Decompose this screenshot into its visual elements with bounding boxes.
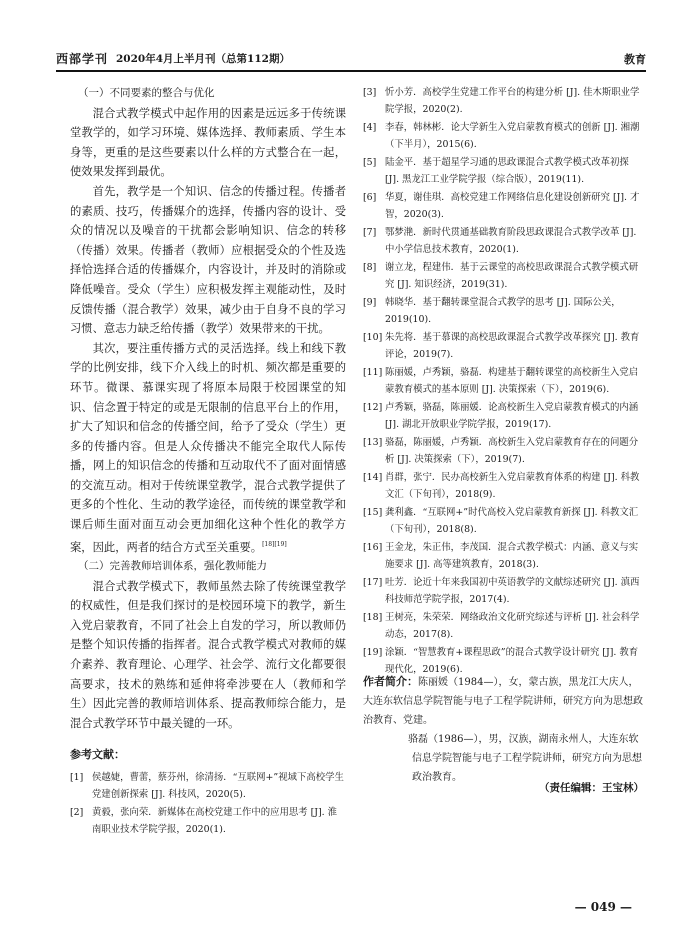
reference-text: 黄毅，张向荣．新媒体在高校党建工作中的应用思考 [J]. 淮南职业技术学院学报，2020(1). bbox=[92, 806, 338, 835]
reference-text: 华夏，谢佳琪．高校党建工作网络信息化建设创新研究 [J]. 才智，2020(3). bbox=[385, 192, 640, 220]
responsible-editor: （责任编辑：王宝林） bbox=[539, 782, 644, 794]
reference-number: [19] bbox=[363, 647, 383, 658]
reference-number: [16] bbox=[363, 542, 383, 553]
reference-item bbox=[363, 469, 645, 503]
reference-text: 王树亮，朱荣荣．网络政治文化研究综述与评析 [J]. 社会科学动态，2017(8). bbox=[385, 612, 640, 640]
reference-item bbox=[363, 119, 645, 153]
reference-number: [3] bbox=[363, 87, 377, 98]
subheading-2: （二）完善教师培训体系，强化教师能力 bbox=[78, 560, 267, 573]
reference-item bbox=[363, 399, 645, 433]
page-header bbox=[56, 48, 646, 72]
author-1 bbox=[363, 672, 645, 730]
reference-number: [7] bbox=[363, 227, 377, 238]
reference-number: [15] bbox=[363, 507, 383, 518]
reference-item bbox=[363, 259, 645, 293]
reference-item bbox=[363, 364, 645, 398]
reference-text: 朱先将．基于慕课的高校思政课混合式教学改革探究 [J]. 教育评论，2019(7). bbox=[385, 332, 640, 360]
section-name: 教育 bbox=[624, 53, 646, 66]
reference-number: [2] bbox=[70, 806, 84, 818]
references-left bbox=[70, 769, 346, 838]
reference-item bbox=[70, 769, 346, 803]
reference-number: [14] bbox=[363, 472, 383, 483]
reference-text: 吐芳．论近十年来我国初中英语教学的文献综述研究 [J]. 滇西科技师范学院学报，2017(4). bbox=[385, 577, 640, 605]
reference-item bbox=[363, 434, 645, 468]
reference-item bbox=[363, 539, 645, 573]
journal-logo: 西部学刊 bbox=[56, 52, 109, 66]
reference-number: [11] bbox=[363, 367, 383, 378]
reference-item bbox=[363, 84, 645, 118]
reference-text: 鄂梦滟．新时代贯通基础教育阶段思政课混合式教学改革 [J]. 中小学信息技术教育，2020(1). bbox=[385, 227, 637, 255]
author-label: 作者简介： bbox=[363, 675, 418, 688]
reference-text: 卢秀颖，骆磊，陈丽媛．论高校新生入党启蒙教育模式的内涵 [J]. 湖北开放职业学院学报，2019(17). bbox=[385, 402, 639, 430]
left-column bbox=[70, 84, 346, 839]
reference-text: 谢立龙，程建伟．基于云课堂的高校思政课混合式教学模式研究 [J]. 知识经济，2019(31). bbox=[385, 262, 639, 290]
reference-number: [8] bbox=[363, 262, 377, 273]
reference-text: 侯越婕，曹蕾，蔡芬州，徐清扬．“互联网+”视域下高校学生党建创新探索 [J]. 科技风，2020(5). bbox=[92, 771, 344, 800]
paragraph-1: 混合式教学模式中起作用的因素是远远多于传统课堂教学的，如学习环境、媒体选择、教师素质、学生本身等，更重的是这些要素以什么样的方式整合在一起，使效果发挥到最优。 bbox=[70, 106, 346, 179]
reference-item bbox=[70, 804, 346, 838]
reference-text: 忻小芳．高校学生党建工作平台的构建分析 [J]. 佳木斯职业学院学报，2020(2). bbox=[385, 87, 640, 115]
references-title: 参考文献： bbox=[70, 748, 125, 762]
reference-number: [17] bbox=[363, 577, 383, 588]
reference-item bbox=[363, 574, 645, 608]
reference-text: 涂颖．“智慧教育+课程思政”的混合式教学设计研究 [J]. 教育现代化，2019(6). bbox=[385, 647, 639, 675]
reference-number: [18] bbox=[363, 612, 383, 623]
reference-text: 骆磊，陈丽媛，卢秀颖．高校新生入党启蒙教育存在的问题分析 [J]. 决策探索（下），2019(7). bbox=[385, 437, 639, 465]
reference-item bbox=[363, 504, 645, 538]
reference-number: [12] bbox=[363, 402, 383, 413]
reference-item bbox=[363, 329, 645, 363]
author-bio bbox=[363, 672, 645, 787]
reference-item bbox=[363, 294, 645, 328]
reference-number: [6] bbox=[363, 192, 377, 203]
page-number: — 049 — bbox=[574, 900, 632, 914]
reference-number: [5] bbox=[363, 157, 377, 168]
reference-text: 韩晓华．基于翻转课堂混合式教学的思考 [J]. 国际公关，2019(10). bbox=[385, 297, 621, 325]
reference-text: 陆金平．基于超星学习通的思政课混合式教学模式改革初探 [J]. 黑龙江工业学院学报（综合版），2019(11). bbox=[385, 157, 629, 185]
reference-number: [10] bbox=[363, 332, 383, 343]
reference-item bbox=[363, 189, 645, 223]
reference-text: 肖群，张宁．民办高校新生入党启蒙教育体系的构建 [J]. 科教文汇（下旬刊），2018(9). bbox=[385, 472, 640, 500]
reference-text: 陈丽媛，卢秀颖，骆磊．构建基于翻转课堂的高校新生入党启蒙教育模式的基本原则 [J]. 决策探索（下），2019(6). bbox=[385, 367, 639, 395]
reference-text: 龚利鑫．“互联网+”时代高校入党启蒙教育新探 [J]. 科教文汇（下旬刊），2018(8). bbox=[385, 507, 639, 535]
reference-number: [9] bbox=[363, 297, 377, 308]
citation-marker: [18][19] bbox=[262, 540, 287, 548]
reference-text: 王金龙，朱正伟，李茂国．混合式教学模式：内涵、意义与实施要求 [J]. 高等建筑教育，2018(3). bbox=[385, 542, 639, 570]
reference-item bbox=[363, 224, 645, 258]
references-right bbox=[363, 84, 645, 678]
reference-number: [4] bbox=[363, 122, 377, 133]
reference-item bbox=[363, 609, 645, 643]
issue-info: 2020年4月上半月刊（总第112期） bbox=[116, 53, 290, 65]
subheading-1: （一）不同要素的整合与优化 bbox=[78, 87, 215, 99]
paragraph-3 bbox=[70, 339, 346, 557]
reference-text: 李春，韩林彬．论大学新生入党启蒙教育模式的创新 [J]. 湘潮（下半月），2015(6). bbox=[385, 122, 640, 150]
paragraph-3-text: 其次，要注重传播方式的灵活选择。线上和线下教学的比例安排，线下介入线上的时机、频次都是重要的环节。微课、慕课实现了将原本局限于校园课堂的知识、信念置于特定的或是无限制的信息平台上的作用，扩大了知识和信念的传播空间，给予了受众（学生）更多的传播内容。但是人众传播决不能完全取代人际传播，网上的知识信念的传播和互动取代不了面对面情感的交流互动。相对于传统课堂教学，混合式教学提供了更多的个性化、生动的教学途径，而传统的课堂教学和课后师生面对面互动会更加细化这种个性化的教学方案，因此，两者的结合方式至关重要。 bbox=[70, 341, 346, 554]
reference-number: [1] bbox=[70, 771, 84, 783]
paragraph-2: 首先，教学是一个知识、信念的传播过程。传播者的素质、技巧，传播媒介的选择，传播内容的设计、受众的情况以及噪音的干扰都会影响知识、信念的转移（传播）效果。传播者（教师）应根据受众的个性及选择恰选择合适的传播媒介，内容设计，并及时的消除或降低噪音。受众（学生）应积极发挥主观能动性，及时反馈传播（混合教学）效果，减少由于自身不良的学习习惯、意志力缺乏给传播（教学）效果带来的干扰。 bbox=[70, 184, 346, 336]
reference-item bbox=[363, 154, 645, 188]
reference-number: [13] bbox=[363, 437, 383, 448]
author-1-text: 陈丽媛（1984—），女，蒙古族，黑龙江大庆人，大连东软信息学院智能与电子工程学院讲师，研究方向为思想政治教育、党建。 bbox=[363, 677, 643, 726]
author-2: 骆磊（1986—），男，汉族，湖南永州人，大连东软信息学院智能与电子工程学院讲师，研究方向为思想政治教育。 bbox=[408, 734, 642, 783]
right-column bbox=[363, 84, 645, 679]
paragraph-4: 混合式教学模式下，教师虽然去除了传统课堂教学的权威性，但是我们探讨的是校园环境下的教学，新生入党启蒙教育，不同了社会上自发的学习，所以教师仍是整个知识传播的指挥者。混合式教学模式对教师的媒介素养、教育理论、心理学、社会学、流行文化都要很高要求，技术的熟练和延伸将牵涉要在人（教师和学生）因此完善的教师培训体系、提高教师综合能力，是混合式教学环节中最关键的一环。 bbox=[70, 579, 346, 730]
